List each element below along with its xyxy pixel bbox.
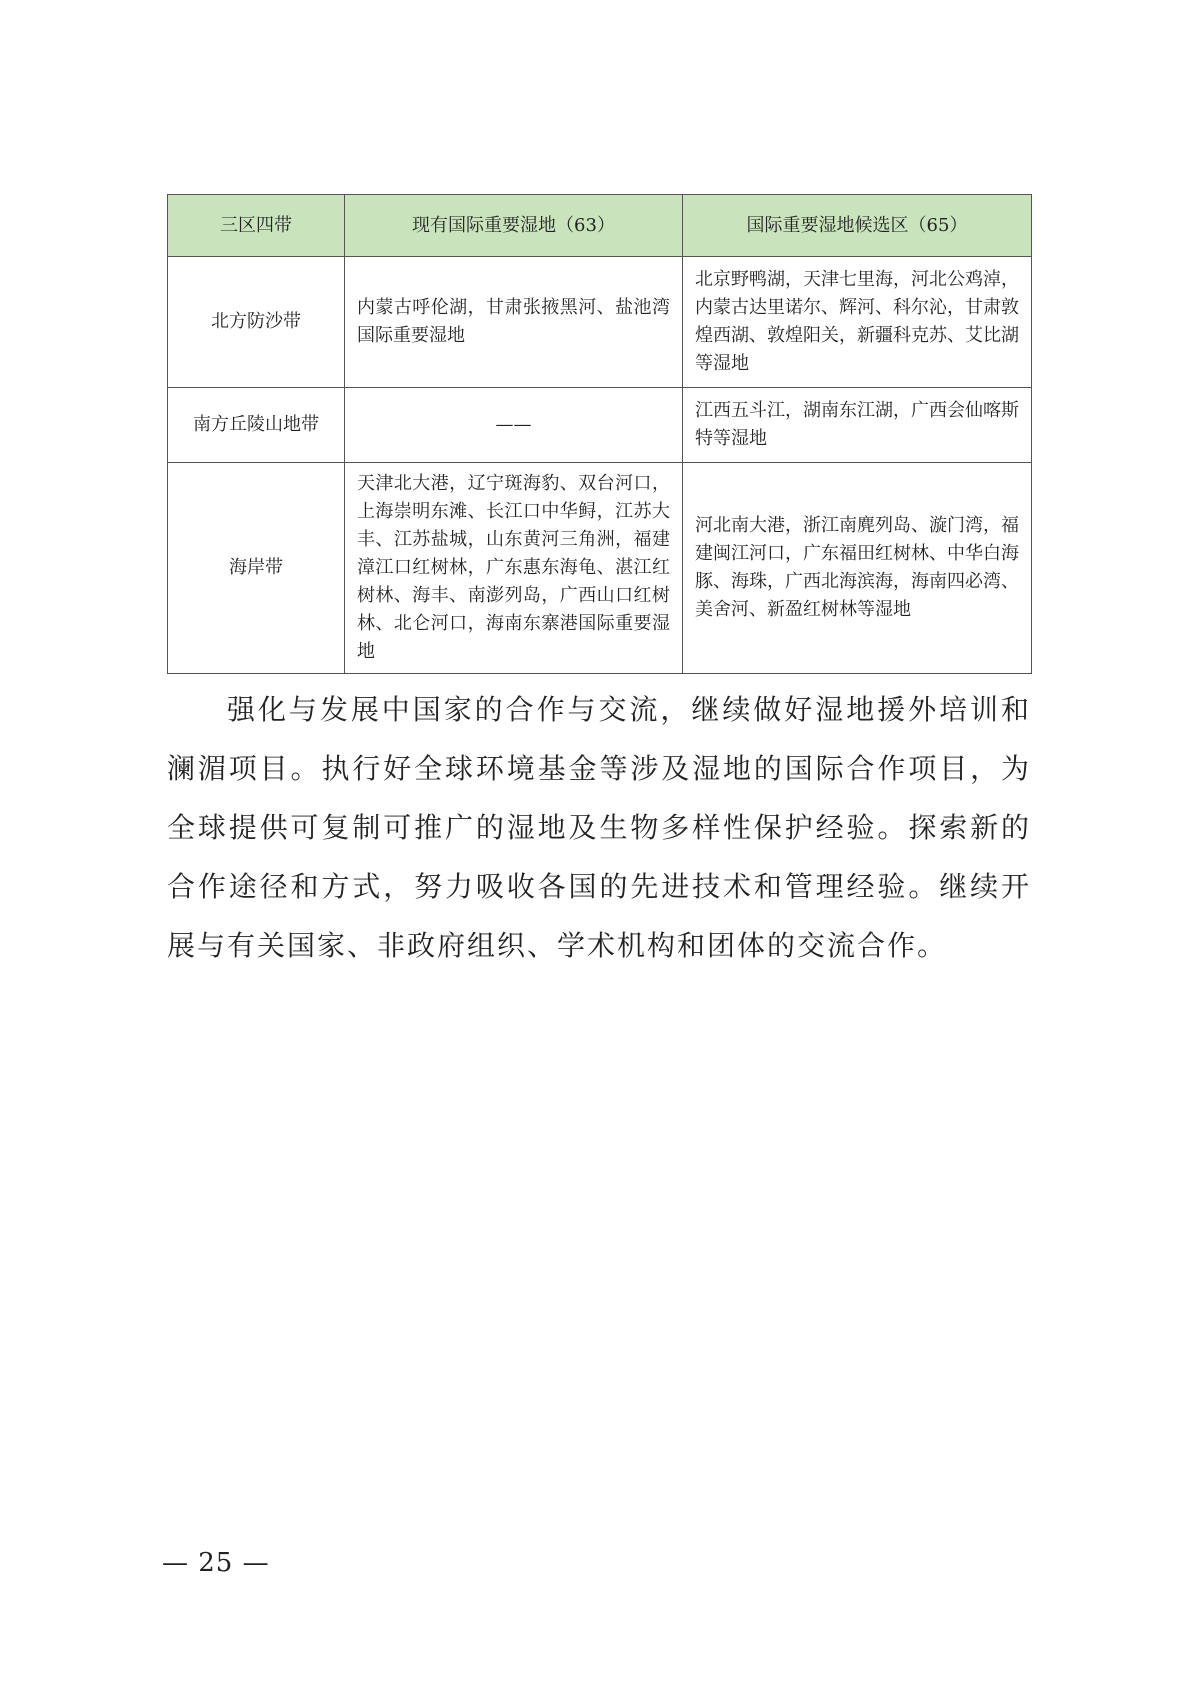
region-cell: 海岸带 <box>168 463 345 674</box>
wetland-table <box>167 194 1032 674</box>
table-header-row <box>168 195 1032 257</box>
column-header-region: 三区四带 <box>168 195 345 257</box>
column-header-candidate: 国际重要湿地候选区（65） <box>683 195 1032 257</box>
table-row <box>168 463 1032 674</box>
candidate-wetlands-cell: 江西五斗江，湖南东江湖，广西会仙喀斯特等湿地 <box>683 388 1032 463</box>
body-paragraph: 强化与发展中国家的合作与交流，继续做好湿地援外培训和澜湄项目。执行好全球环境基金等涉及湿地的国际合作项目，为全球提供可复制可推广的湿地及生物多样性保护经验。探索新的合作途径和方式，努力吸收各国的先进技术和管理经验。继续开展与有关国家、非政府组织、学术机构和团体的交流合作。 <box>167 693 1031 962</box>
table-row <box>168 257 1032 388</box>
region-cell: 南方丘陵山地带 <box>168 388 345 463</box>
existing-wetlands-cell: 内蒙古呼伦湖，甘肃张掖黑河、盐池湾国际重要湿地 <box>345 257 683 388</box>
page-number: — 25 — <box>162 1548 270 1578</box>
existing-wetlands-cell: 天津北大港，辽宁斑海豹、双台河口，上海崇明东滩、长江口中华鲟，江苏大丰、江苏盐城，山东黄河三角洲，福建漳江口红树林，广东惠东海龟、湛江红树林、海丰、南澎列岛，广西山口红树林、北仑河口，海南东寨港国际重要湿地 <box>345 463 683 674</box>
region-cell: 北方防沙带 <box>168 257 345 388</box>
candidate-wetlands-cell: 北京野鸭湖，天津七里海，河北公鸡淖，内蒙古达里诺尔、辉河、科尔沁，甘肃敦煌西湖、敦煌阳关，新疆科克苏、艾比湖等湿地 <box>683 257 1032 388</box>
existing-wetlands-cell: —— <box>345 388 683 463</box>
candidate-wetlands-cell: 河北南大港，浙江南麂列岛、漩门湾，福建闽江河口，广东福田红树林、中华白海豚、海珠，广西北海滨海，海南四必湾、美舍河、新盈红树林等湿地 <box>683 463 1032 674</box>
column-header-existing: 现有国际重要湿地（63） <box>345 195 683 257</box>
table-row <box>168 388 1032 463</box>
